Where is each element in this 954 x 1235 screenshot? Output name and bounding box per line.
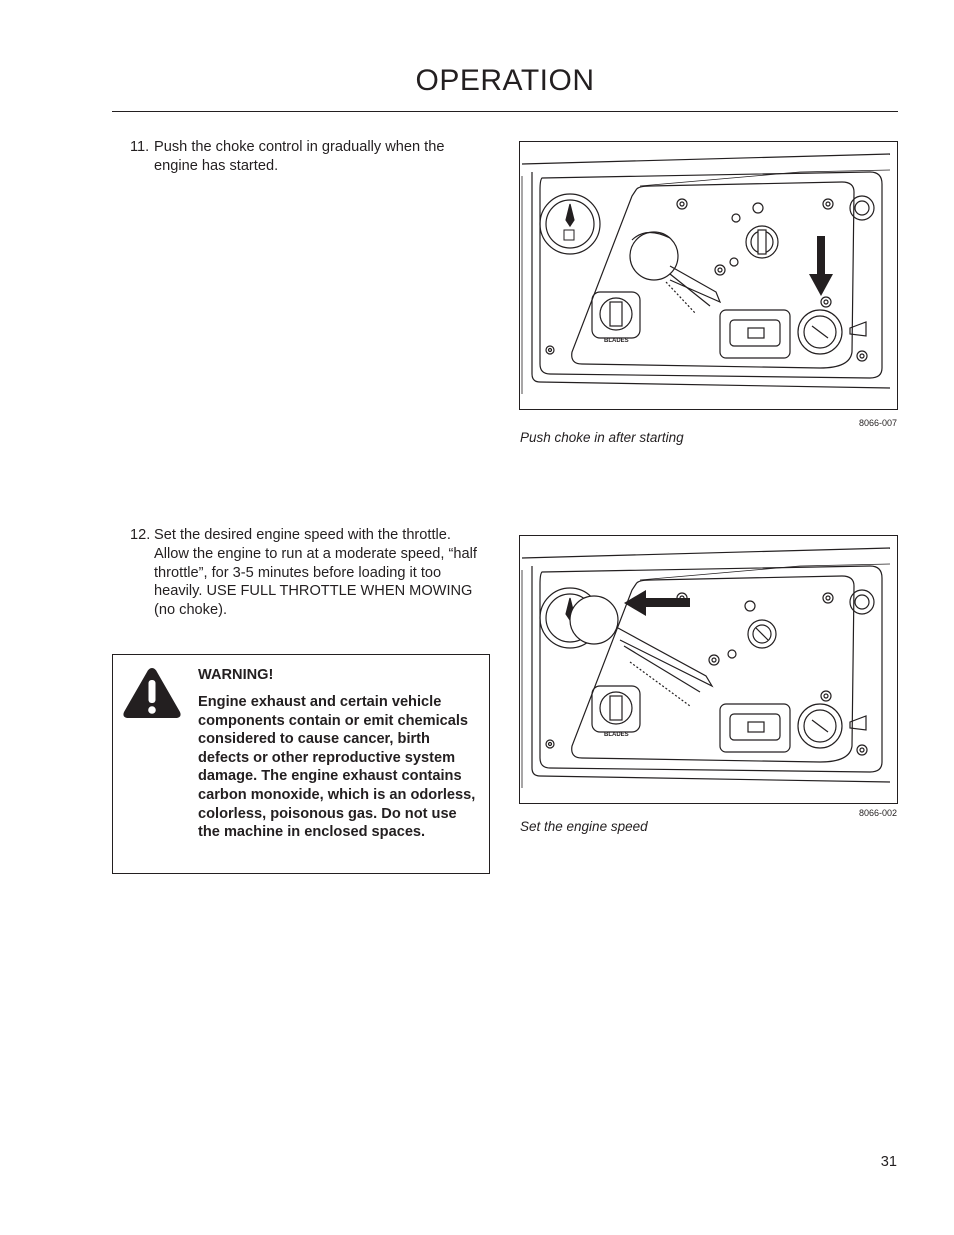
step-number: 12. (130, 527, 151, 543)
page-number: 31 (880, 1154, 897, 1170)
step-11 (130, 138, 480, 176)
step-text: Set the desired engine speed with the throttle. Allow the engine to run at a moderate speed, “half throttle”, for 3-5 minutes before loading it too heavily. USE FULL THROTTLE WHEN MOWING (no choke). (154, 527, 477, 619)
page-section-title: OPERATION (415, 64, 595, 97)
figure-caption: Set the engine speed (520, 819, 648, 834)
warning-box (112, 654, 490, 874)
figure-code: 8066-002 (858, 808, 897, 818)
blades-label: BLADES (604, 338, 629, 344)
figure-code: 8066-007 (858, 418, 897, 428)
warning-title: WARNING! (198, 667, 274, 683)
arrow-down-icon (809, 236, 833, 296)
header-divider (112, 111, 898, 112)
step-text: Push the choke control in gradually when the engine has started. (154, 139, 445, 174)
step-12 (130, 526, 480, 620)
step-number: 11. (130, 139, 150, 155)
dashboard-illustration-choke (519, 141, 898, 410)
control-panel-drawing (520, 142, 897, 409)
warning-triangle-icon (122, 666, 182, 720)
warning-text: Engine exhaust and certain vehicle components contain or emit chemicals considered to cause cancer, birth defects or other reproductive system damage. The engine exhaust contains carbon monoxide, which is an odorless, colorless, poisonous gas. Do not use the machine in enclosed spaces. (198, 694, 476, 841)
control-panel-drawing (520, 536, 897, 803)
dashboard-illustration-throttle (519, 535, 898, 804)
blades-label: BLADES (604, 732, 629, 738)
figure-caption: Push choke in after starting (520, 430, 684, 445)
